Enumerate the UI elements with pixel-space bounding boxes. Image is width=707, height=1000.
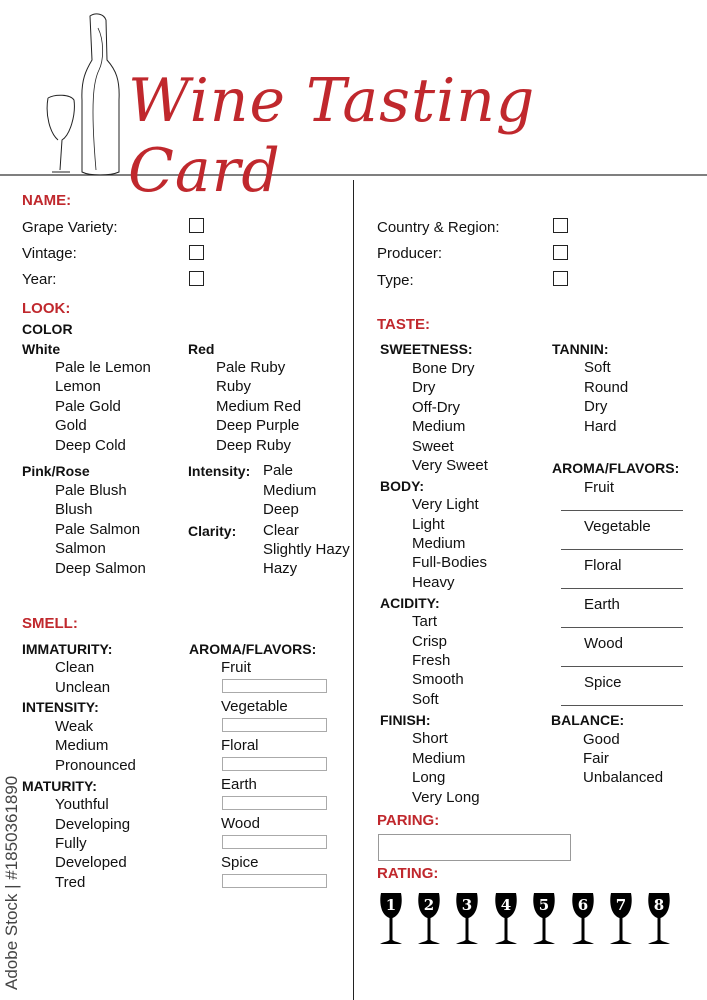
red-item: Deep Purple xyxy=(216,417,300,434)
taste-aroma-item: Floral xyxy=(584,557,622,574)
red-item: Ruby xyxy=(216,378,252,395)
acidity-item: Soft xyxy=(412,691,439,708)
fruit-line[interactable] xyxy=(561,510,683,511)
white-item: Pale Gold xyxy=(55,398,121,415)
taste-heading: TASTE: xyxy=(377,316,431,333)
acidity-item: Crisp xyxy=(412,633,448,650)
maturity-item: Developing xyxy=(55,816,131,833)
balance-label: BALANCE: xyxy=(551,712,625,728)
finish-item: Medium xyxy=(412,750,466,767)
look-heading: LOOK: xyxy=(22,300,71,317)
rating-value: 6 xyxy=(577,896,589,914)
body-item: Full-Bodies xyxy=(412,554,488,571)
name-heading: NAME: xyxy=(22,192,72,209)
vintage-checkbox[interactable] xyxy=(189,245,204,260)
rating-glass-7[interactable] xyxy=(609,893,633,947)
smell-aroma-item: Vegetable xyxy=(221,698,288,715)
sweetness-item: Very Sweet xyxy=(412,457,488,474)
immaturity-item: Clean xyxy=(55,659,95,676)
earth-input[interactable] xyxy=(222,796,327,810)
balance-item: Fair xyxy=(583,750,609,767)
rating-glass-5[interactable] xyxy=(532,893,556,947)
year-label: Year: xyxy=(22,271,57,288)
color-heading: COLOR xyxy=(22,321,73,337)
rating-heading: RATING: xyxy=(377,865,439,882)
tannin-item: Soft xyxy=(584,359,611,376)
floral-line[interactable] xyxy=(561,588,683,589)
sweetness-item: Dry xyxy=(412,379,436,396)
fruit-input[interactable] xyxy=(222,679,327,693)
column-divider xyxy=(353,180,354,1000)
rating-value: 4 xyxy=(500,896,512,914)
rating-value: 2 xyxy=(423,896,435,914)
immaturity-label: IMMATURITY: xyxy=(22,641,113,657)
rating-value: 5 xyxy=(538,896,550,914)
taste-aroma-item: Earth xyxy=(584,596,620,613)
rating-glass-4[interactable] xyxy=(494,893,518,947)
body-item: Medium xyxy=(412,535,466,552)
maturity-item: Youthful xyxy=(55,796,109,813)
rating-value: 8 xyxy=(653,896,665,914)
type-label: Type: xyxy=(377,272,414,289)
smell-intensity-item: Weak xyxy=(55,718,94,735)
rating-glass-8[interactable] xyxy=(647,893,671,947)
rating-value: 1 xyxy=(385,896,397,914)
producer-checkbox[interactable] xyxy=(553,245,568,260)
sweetness-item: Sweet xyxy=(412,438,454,455)
taste-aroma-label: AROMA/FLAVORS: xyxy=(552,460,680,476)
body-item: Heavy xyxy=(412,574,455,591)
finish-item: Very Long xyxy=(412,789,480,806)
rating-value: 7 xyxy=(615,896,627,914)
smell-aroma-item: Earth xyxy=(221,776,257,793)
taste-aroma-item: Vegetable xyxy=(584,518,651,535)
vegetable-input[interactable] xyxy=(222,718,327,732)
taste-aroma-item: Wood xyxy=(584,635,623,652)
country-region-label: Country & Region: xyxy=(377,219,500,236)
clarity-item: Slightly Hazy xyxy=(263,541,350,558)
acidity-item: Tart xyxy=(412,613,438,630)
rating-value: 3 xyxy=(461,896,473,914)
maturity-item: Developed xyxy=(55,854,127,871)
sweetness-item: Off-Dry xyxy=(412,399,461,416)
country-region-checkbox[interactable] xyxy=(553,218,568,233)
smell-intensity-item: Pronounced xyxy=(55,757,136,774)
pairing-heading: PARING: xyxy=(377,812,440,829)
wood-line[interactable] xyxy=(561,666,683,667)
taste-aroma-item: Fruit xyxy=(584,479,614,496)
grape-variety-checkbox[interactable] xyxy=(189,218,204,233)
spice-line[interactable] xyxy=(561,705,683,706)
red-item: Pale Ruby xyxy=(216,359,286,376)
acidity-label: ACIDITY: xyxy=(380,595,440,611)
type-checkbox[interactable] xyxy=(553,271,568,286)
year-checkbox[interactable] xyxy=(189,271,204,286)
smell-aroma-item: Spice xyxy=(221,854,259,871)
tannin-item: Round xyxy=(584,379,629,396)
maturity-item: Tred xyxy=(55,874,86,891)
producer-label: Producer: xyxy=(377,245,443,262)
red-item: Deep Ruby xyxy=(216,437,292,454)
balance-item: Unbalanced xyxy=(583,769,664,786)
spice-input[interactable] xyxy=(222,874,327,888)
clarity-label: Clarity: xyxy=(188,523,237,539)
smell-aroma-item: Wood xyxy=(221,815,260,832)
vintage-label: Vintage: xyxy=(22,245,77,262)
clarity-item: Hazy xyxy=(263,560,298,577)
acidity-item: Smooth xyxy=(412,671,464,688)
pink-item: Salmon xyxy=(55,540,106,557)
tannin-item: Dry xyxy=(584,398,608,415)
acidity-item: Fresh xyxy=(412,652,451,669)
balance-item: Good xyxy=(583,731,620,748)
smell-aroma-label: AROMA/FLAVORS: xyxy=(189,641,317,657)
card-title: Wine Tasting Card xyxy=(128,66,536,206)
white-item: Deep Cold xyxy=(55,437,126,454)
rating-glass-6[interactable] xyxy=(571,893,595,947)
pairing-input[interactable] xyxy=(378,834,571,861)
tannin-label: TANNIN: xyxy=(552,341,609,357)
finish-item: Short xyxy=(412,730,448,747)
smell-heading: SMELL: xyxy=(22,615,78,632)
vegetable-line[interactable] xyxy=(561,549,683,550)
finish-label: FINISH: xyxy=(380,712,431,728)
body-item: Light xyxy=(412,516,445,533)
finish-item: Long xyxy=(412,769,446,786)
taste-aroma-item: Spice xyxy=(584,674,622,691)
maturity-label: MATURITY: xyxy=(22,778,97,794)
tannin-item: Hard xyxy=(584,418,617,435)
intensity-label: Intensity: xyxy=(188,463,251,479)
pink-item: Blush xyxy=(55,501,93,518)
pink-item: Pale Salmon xyxy=(55,521,141,538)
white-item: Gold xyxy=(55,417,87,434)
pink-label: Pink/Rose xyxy=(22,463,90,479)
white-item: Lemon xyxy=(55,378,101,395)
body-label: BODY: xyxy=(380,478,425,494)
sweetness-item: Medium xyxy=(412,418,466,435)
immaturity-item: Unclean xyxy=(55,679,111,696)
smell-aroma-item: Fruit xyxy=(221,659,251,676)
smell-intensity-item: Medium xyxy=(55,737,109,754)
red-item: Medium Red xyxy=(216,398,302,415)
sweetness-label: SWEETNESS: xyxy=(380,341,473,357)
sweetness-item: Bone Dry xyxy=(412,360,475,377)
pink-item: Deep Salmon xyxy=(55,560,146,577)
rating-glass-1[interactable] xyxy=(379,893,403,947)
smell-aroma-item: Floral xyxy=(221,737,259,754)
grape-variety-label: Grape Variety: xyxy=(22,219,118,236)
floral-input[interactable] xyxy=(222,757,327,771)
white-label: White xyxy=(22,341,61,357)
pink-item: Pale Blush xyxy=(55,482,127,499)
intensity-item: Deep xyxy=(263,501,299,518)
intensity-item: Pale xyxy=(263,462,294,479)
smell-intensity-label: INTENSITY: xyxy=(22,699,99,715)
intensity-item: Medium xyxy=(263,482,317,499)
wood-input[interactable] xyxy=(222,835,327,849)
watermark: Adobe Stock | #1850361890 xyxy=(2,775,21,990)
red-label: Red xyxy=(188,341,215,357)
earth-line[interactable] xyxy=(561,627,683,628)
white-item: Pale le Lemon xyxy=(55,359,151,376)
clarity-item: Clear xyxy=(263,522,299,539)
rating-glass-2[interactable] xyxy=(417,893,441,947)
body-item: Very Light xyxy=(412,496,479,513)
rating-glass-3[interactable] xyxy=(455,893,479,947)
maturity-item: Fully xyxy=(55,835,87,852)
